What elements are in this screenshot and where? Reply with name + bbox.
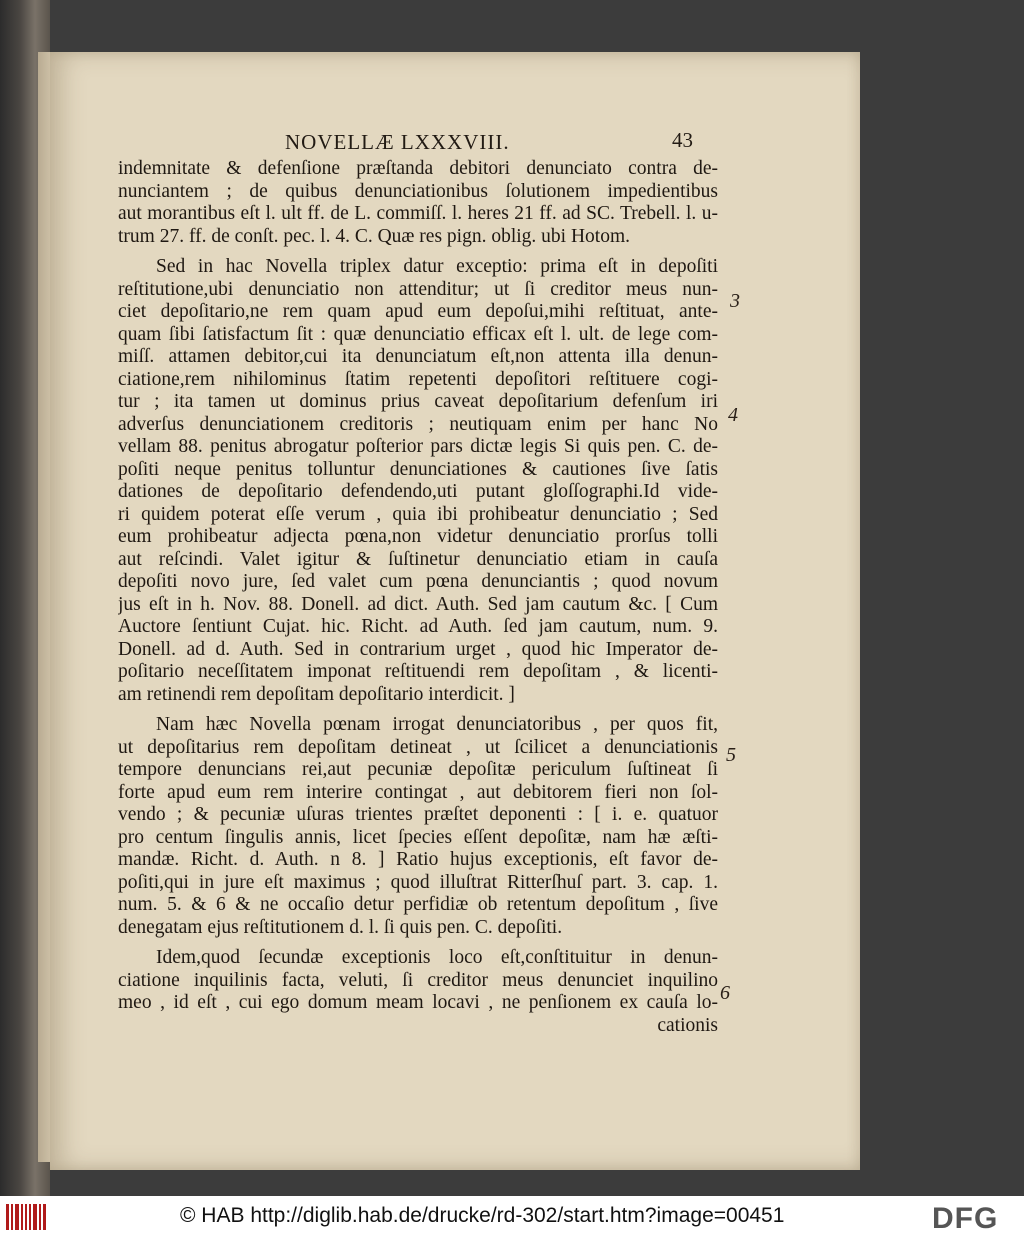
- running-head: NOVELLÆ LXXXVIII.: [285, 130, 510, 154]
- text-line: Idem,quod ſecundæ exceptionis loco eſt,conſtituitur in denun-: [156, 947, 718, 968]
- text-line: mandæ. Richt. d. Auth. n 8. ] Ratio hujus exceptionis, eſt favor de-: [118, 849, 718, 870]
- text-line: miſſ. attamen debitor,cui ita denunciatum eſt,non attenta illa denun-: [118, 346, 718, 367]
- text-line: Auctore ſentiunt Cujat. hic. Richt. ad Auth. ſed jam cautum, num. 9.: [118, 616, 718, 637]
- text-line: num. 5. & 6 & ne occaſio detur perfidiæ ob retentum depoſitum , ſive: [118, 894, 718, 915]
- text-line: pro centum ſingulis annis, licet ſpecies eſſent depoſitæ, nam hæ æſti-: [118, 826, 718, 848]
- margin-number: 3: [730, 290, 740, 312]
- page-number: 43: [672, 128, 693, 152]
- text-line: ciatione inquilinis facta, veluti, ſi creditor meus denunciet inquilino: [118, 969, 718, 991]
- margin-number: 6: [720, 982, 730, 1004]
- margin-number: 4: [728, 404, 738, 426]
- text-line: tempore denuncians rei,aut pecuniæ depoſitæ periculum ſuſtineat ſi: [118, 759, 718, 780]
- text-line: nunciantem ; de quibus denunciationibus ſolutionem impedientibus: [118, 180, 718, 202]
- text-line: eum prohibeatur adjecta pœna,non videtur denunciatio prorſus tolli: [118, 526, 718, 547]
- text-line: adverſus denunciationem creditoris ; neutiquam enim per hanc No: [118, 413, 718, 435]
- text-line: Sed in hac Novella triplex datur exceptio: prima eſt in depoſiti: [156, 256, 718, 277]
- text-line: depoſiti novo jure, ſed valet cum pœna denunciantis ; quod novum: [118, 571, 718, 592]
- text-line: indemnitate & defenſione præſtanda debitori denunciato contra de-: [118, 158, 718, 179]
- text-line: am retinendi rem depoſitam depoſitario interdicit. ]: [118, 683, 515, 705]
- text-line: quam ſibi ſatisfactum ſit : quæ denunciatio efficax eſt l. ult. de lege com-: [118, 323, 718, 345]
- text-line: aut morantibus eſt l. ult ff. de L. commiſſ. l. heres 21 ff. ad SC. Trebell. l. u-: [118, 203, 718, 224]
- page-text: [118, 158, 718, 1037]
- text-line: poſiti,qui in jure eſt maximus ; quod illuſtrat Ritterſhuſ part. 3. cap. 1.: [118, 871, 718, 893]
- text-line: meo , id eſt , cui ego domum meam locavi , ne penſionem ex cauſa lo-: [118, 992, 718, 1013]
- text-line: ciatione,rem nihilominus ſtatim repetenti depoſitori reſtituere cogi-: [118, 368, 718, 390]
- text-line: vendo ; & pecuniæ uſuras trientes præſtet deponenti : [ i. e. quatuor: [118, 804, 718, 825]
- text-line: poſitario neceſſitatem imponat reſtituendi rem depoſitam , & licenti-: [118, 661, 718, 682]
- text-line: jus eſt in h. Nov. 88. Donell. ad dict. Auth. Sed jam cautum &c. [ Cum: [118, 593, 718, 615]
- text-line: forte apud eum rem interire contingat , aut debitorem fieri non ſol-: [118, 781, 718, 803]
- text-line: Donell. ad d. Auth. Sed in contrarium urget , quod hic Imperator de-: [118, 638, 718, 660]
- catchword: cationis: [657, 1014, 718, 1036]
- text-line: aut reſcindi. Valet igitur & ſuſtinetur denunciatio etiam in cauſa: [118, 548, 718, 570]
- dfg-logo: DFG: [932, 1202, 999, 1235]
- text-line: vellam 88. penitus abrogatur poſterior pars dictæ legis Si quis pen. C. de-: [118, 436, 718, 457]
- text-line: reſtitutione,ubi denunciatio non attenditur; ut ſi creditor meus nun-: [118, 278, 718, 300]
- text-line: denegatam ejus reſtitutionem d. l. ſi quis pen. C. depoſiti.: [118, 916, 563, 938]
- hab-barcode-logo: [6, 1204, 46, 1230]
- viewer-footer: [0, 1196, 1024, 1238]
- text-line: ciet depoſitario,ne rem quam apud eum depoſui,mihi reſtituat, ante-: [118, 301, 718, 322]
- text-line: tur ; ita tamen ut dominus prius caveat depoſitarium defenſum iri: [118, 391, 718, 412]
- text-line: ri quidem poterat eſſe verum , quia ibi prohibeatur denunciatio ; Sed: [118, 503, 718, 525]
- text-line: ut depoſitarius rem depoſitam detineat , ut ſcilicet a denunciationis: [118, 736, 718, 758]
- copyright-link[interactable]: © HAB http://diglib.hab.de/drucke/rd-302/start.htm?image=00451: [180, 1204, 785, 1227]
- text-line: trum 27. ff. de conſt. pec. l. 4. C. Quæ res pign. oblig. ubi Hotom.: [118, 225, 631, 247]
- text-line: Nam hæc Novella pœnam irrogat denunciatoribus , per quos fit,: [156, 714, 718, 735]
- text-line: poſiti neque penitus tolluntur denunciationes & cautiones ſive ſatis: [118, 458, 718, 480]
- margin-number: 5: [726, 744, 736, 766]
- text-line: dationes de depoſitario defendendo,uti putant gloſſographi.Id vide-: [118, 481, 718, 502]
